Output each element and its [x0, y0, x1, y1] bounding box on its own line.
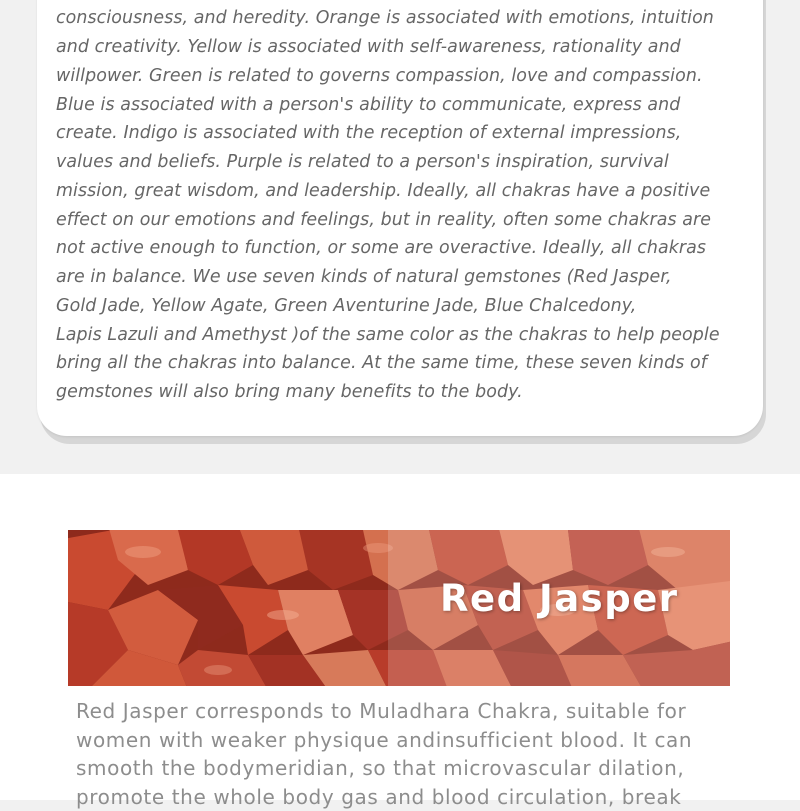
gemstone-description — [76, 697, 756, 811]
intro-line: Lapis Lazuli and Amethyst )of the same color as the chakras to help people — [56, 321, 720, 350]
description-line: smooth the bodymeridian, so that microvascular dilation, — [76, 754, 756, 783]
intro-line: mission, great wisdom, and leadership. Ideally, all chakras have a positive — [56, 177, 710, 206]
red-jasper-banner — [68, 530, 730, 686]
intro-line: gemstones will also bring many benefits to the body. — [56, 378, 523, 407]
description-line: promote the whole body gas and blood circulation, break — [76, 783, 756, 811]
intro-line: consciousness, and heredity. Orange is associated with emotions, intuition — [56, 4, 714, 33]
intro-line: Blue is associated with a person's ability to communicate, express and — [56, 91, 680, 120]
intro-line: effect on our emotions and feelings, but in reality, often some chakras are — [56, 206, 711, 235]
intro-line: values and beliefs. Purple is related to a person's inspiration, survival — [56, 148, 669, 177]
intro-line: Gold Jade, Yellow Agate, Green Aventurine Jade, Blue Chalcedony, — [56, 292, 636, 321]
intro-line: not active enough to function, or some are overactive. Ideally, all chakras — [56, 234, 706, 263]
intro-line: are in balance. We use seven kinds of natural gemstones (Red Jasper, — [56, 263, 672, 292]
intro-line: create. Indigo is associated with the reception of external impressions, — [56, 119, 681, 148]
intro-line: bring all the chakras into balance. At the same time, these seven kinds of — [56, 349, 707, 378]
gemstone-title: Red Jasper — [440, 577, 679, 620]
description-line: women with weaker physique andinsufficient blood. It can — [76, 726, 756, 755]
intro-line: and creativity. Yellow is associated with self-awareness, rationality and — [56, 33, 681, 62]
description-line: Red Jasper corresponds to Muladhara Chakra, suitable for — [76, 697, 756, 726]
intro-line: willpower. Green is related to governs compassion, love and compassion. — [56, 62, 703, 91]
